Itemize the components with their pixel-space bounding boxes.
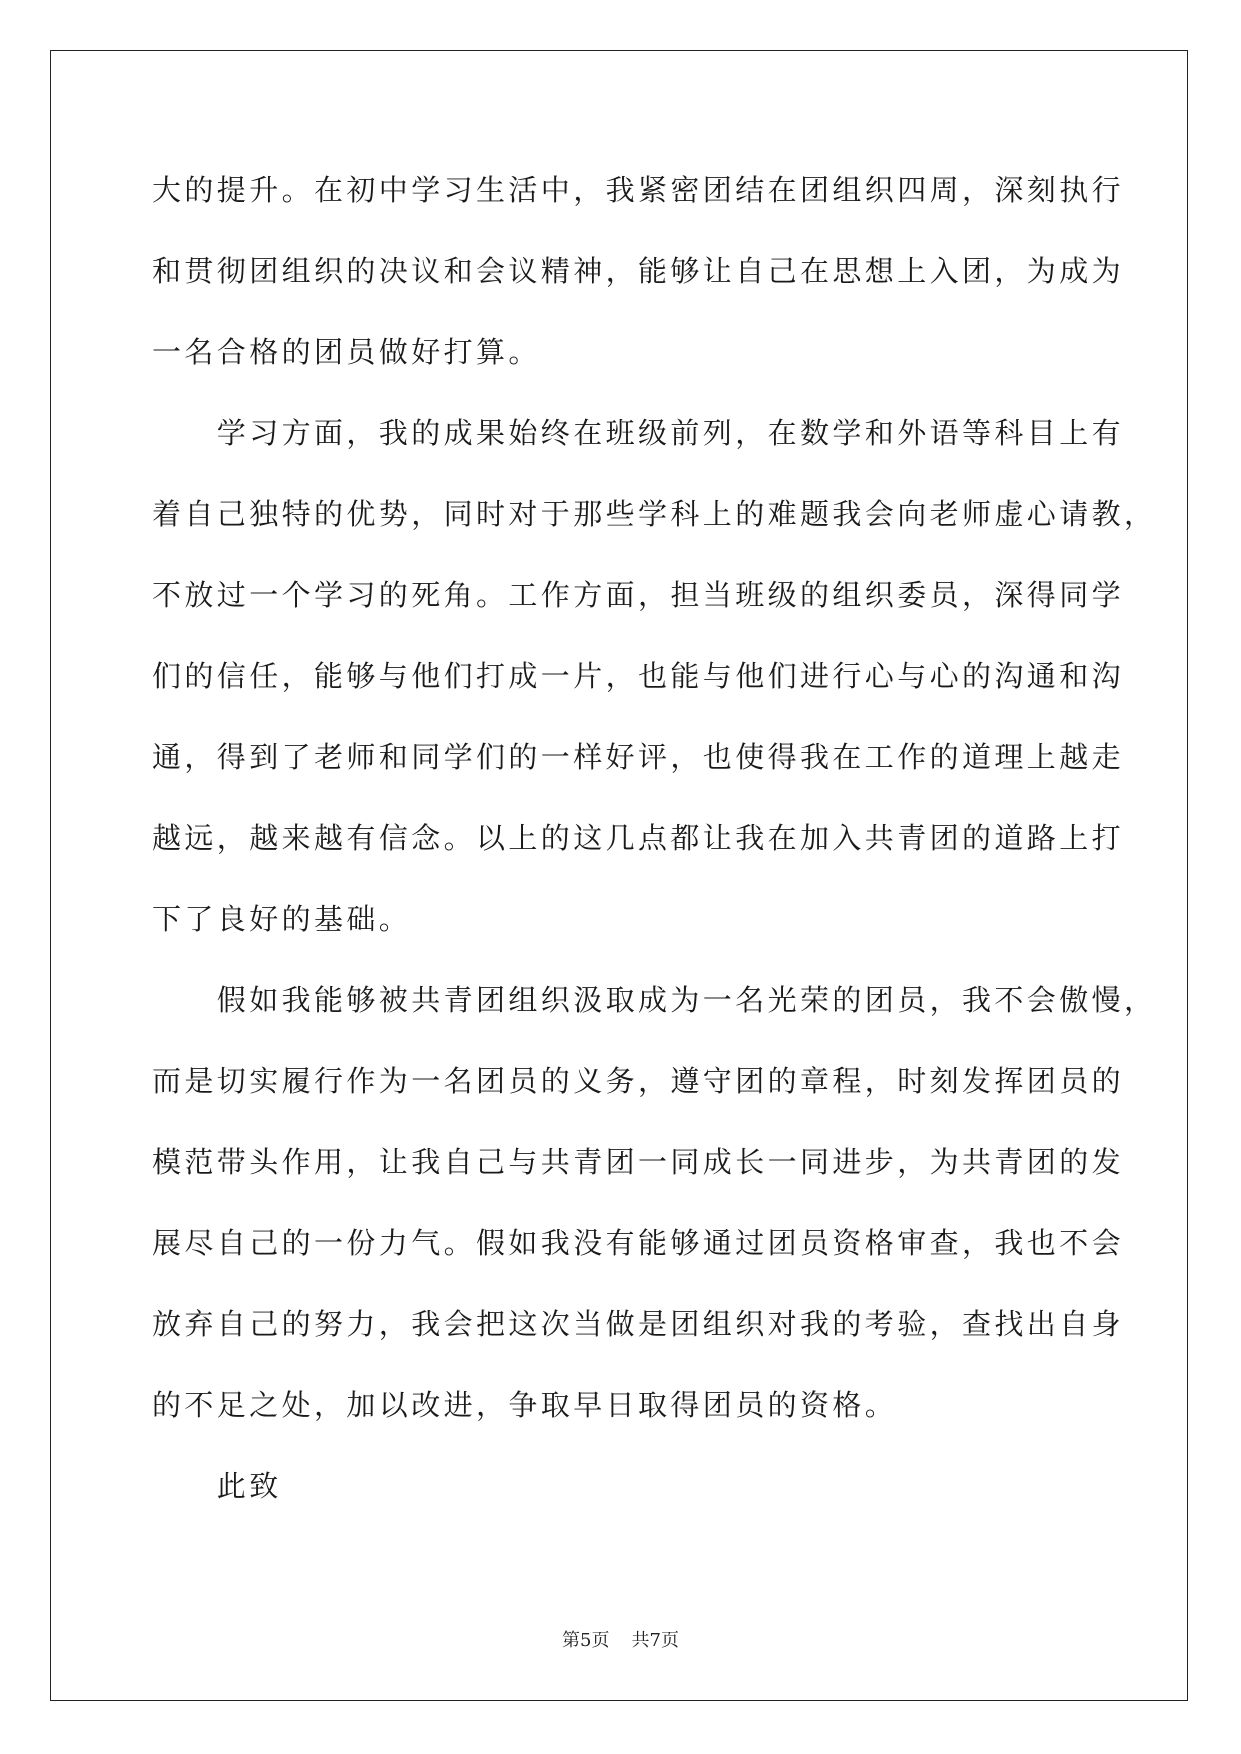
text-line: 不放过一个学习的死角。工作方面，担当班级的组织委员，深得同学: [152, 578, 1125, 612]
text-line: 下了良好的基础。: [152, 902, 412, 936]
page-number-current: 第5页: [562, 1630, 610, 1651]
text-line: 的不足之处，加以改进，争取早日取得团员的资格。: [152, 1388, 898, 1422]
text-line: 假如我能够被共青团组织汲取成为一名光荣的团员，我不会傲慢，: [152, 983, 1157, 1017]
text-line: 模范带头作用，让我自己与共青团一同成长一同进步，为共青团的发: [152, 1145, 1125, 1179]
document-body: [152, 150, 1157, 1527]
text-line: 越远，越来越有信念。以上的这几点都让我在加入共青团的道路上打: [152, 821, 1125, 855]
text-line: 学习方面，我的成果始终在班级前列，在数学和外语等科目上有: [152, 416, 1125, 450]
text-line: 一名合格的团员做好打算。: [152, 335, 541, 369]
text-line: 展尽自己的一份力气。假如我没有能够通过团员资格审查，我也不会: [152, 1226, 1125, 1260]
text-line: 而是切实履行作为一名团员的义务，遵守团的章程，时刻发挥团员的: [152, 1064, 1125, 1098]
text-line: 大的提升。在初中学习生活中，我紧密团结在团组织四周，深刻执行: [152, 173, 1125, 207]
page-number-total: 共7页: [631, 1630, 679, 1651]
page-footer: [0, 1626, 1241, 1652]
text-line: 和贯彻团组织的决议和会议精神，能够让自己在思想上入团，为成为: [152, 254, 1125, 288]
text-line: 着自己独特的优势，同时对于那些学科上的难题我会向老师虚心请教，: [152, 497, 1157, 531]
text-line: 放弃自己的努力，我会把这次当做是团组织对我的考验，查找出自身: [152, 1307, 1125, 1341]
text-line: 通，得到了老师和同学们的一样好评，也使得我在工作的道理上越走: [152, 740, 1125, 774]
text-line: 此致: [152, 1469, 282, 1503]
text-line: 们的信任，能够与他们打成一片，也能与他们进行心与心的沟通和沟: [152, 659, 1125, 693]
